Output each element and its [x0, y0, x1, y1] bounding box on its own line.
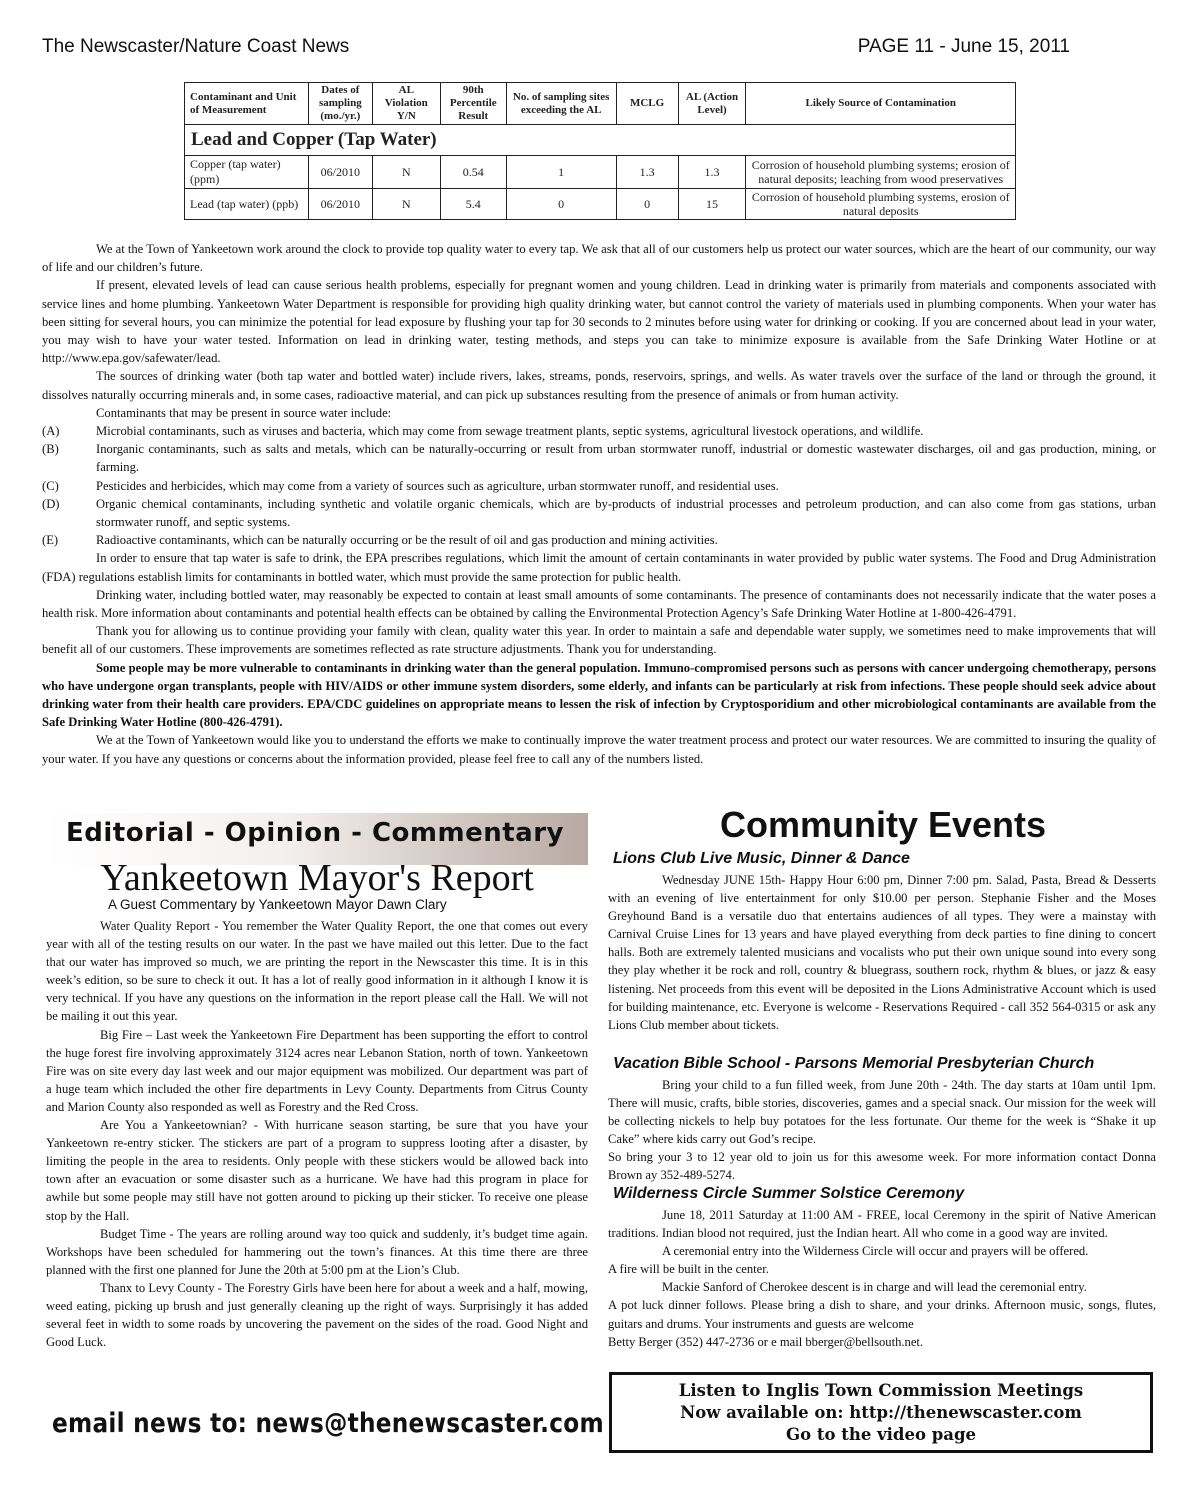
report-paragraph: Contaminants that may be present in source water include:	[96, 405, 392, 420]
mayor-report-body	[46, 917, 588, 1351]
report-paragraph: The sources of drinking water (both tap water and bottled water) include rivers, lakes, streams, ponds, reservoirs, springs, and wells. As water travels over the surface of the land or through the ground, it dissolves naturally occurring minerals and, in some cases, radioactive material, and can pick up substances resulting from the presence of animals or from human activity.	[42, 369, 1156, 402]
table-cell: 0	[506, 189, 616, 220]
table-cell: 06/2010	[308, 156, 372, 189]
report-paragraph: Thank you for allowing us to continue providing your family with clean, quality water this year. In order to maintain a safe and dependable water supply, we sometimes need to make improvements that will benefit all of our customers. These improvements are sometimes reflected as rate structure adjustments. Thank you for understanding.	[42, 624, 1156, 657]
table-row	[185, 189, 1016, 220]
list-marker: (B)	[42, 442, 59, 457]
list-text: Radioactive contaminants, which can be naturally occurring or be the result of oil and gas production and mining activities.	[96, 533, 718, 548]
wilderness-heading: Wilderness Circle Summer Solstice Ceremony	[613, 1185, 965, 1202]
table-section-title: Lead and Copper (Tap Water)	[185, 125, 1016, 156]
table-section-row	[185, 125, 1016, 156]
event-paragraph: So bring your 3 to 12 year old to join us for this awesome week. For more information contact Donna Brown ay 352-489-5274.	[608, 1150, 1156, 1183]
event-paragraph: Bring your child to a fun filled week, from June 20th - 24th. The day starts at 10am until 1pm. There will music, crafts, bible stories, discoveries, games and a special snack. Our mission for the week will be collecting nickels to help buy potatoes for the less fortunate. Our theme for the week is “Shake it up Cake” where kids carry out God’s recipe.	[608, 1078, 1156, 1147]
table-cell: Corrosion of household plumbing systems, erosion of natural deposits	[746, 189, 1016, 220]
report-paragraph: If present, elevated levels of lead can cause serious health problems, especially for pregnant women and young children. Lead in drinking water is primarily from materials and components associated with service lines and home plumbing. Yankeetown Water Department is responsible for providing high quality drinking water, but cannot control the variety of materials used in plumbing components. When your water has been sitting for several hours, you can minimize the potential for lead exposure by flushing your tap for 30 seconds to 2 minutes before using water for drinking or cooking. If you are concerned about lead in your water, you may wish to have your water tested. Information on lead in drinking water, testing methods, and steps you can take to minimize exposure is available from the Safe Drinking Water Hotline or at http://www.epa.gov/safewater/lead.	[42, 278, 1156, 366]
event-paragraph: Mackie Sanford of Cherokee descent is in charge and will lead the ceremonial entry.	[662, 1280, 1087, 1295]
editorial-paragraph: Big Fire – Last week the Yankeetown Fire Department has been supporting the effort to control the huge forest fire involving approximately 3124 acres near Lebanon Station, north of town. Yankeetown Fire was on site every day last week and our major equipment was mobilized. Our department was part of a huge team which included the other fire departments in Levy County. Departments from Citrus County and Marion County also responded as well as Forestry and the Red Cross.	[46, 1027, 588, 1114]
table-cell: 0	[616, 189, 678, 220]
table-cell: Copper (tap water) (ppm)	[185, 156, 309, 189]
water-quality-table	[184, 82, 1016, 220]
list-item	[42, 531, 1156, 549]
page-number-date: PAGE 11 - June 15, 2011	[857, 36, 1070, 57]
listen-line: Go to the video page	[786, 1424, 976, 1444]
lions-club-text-block	[608, 871, 1156, 1034]
event-paragraph: Wednesday JUNE 15th- Happy Hour 6:00 pm, Dinner 7:00 pm. Salad, Pasta, Bread & Desserts with an evening of live entertainment for only $10.00 per person. Stephanie Fisher and the Moses Greyhound Band is a versatile duo that entertains audiences of all types. They were a mainstay with Carnival Cruise Lines for 13 years and have played everything from deck parties to fine dining to concert halls. Both are extremely talented musicians and vocalists who put their own unique sound into every song they play whether it be rock and roll, country & bluegrass, southern rock, rhythm & blues, or jazz & easy listening. Net proceeds from this event will be deposited in the Lions Administrative Account which is used for building maintenance, etc. Everyone is welcome - Reservations Required - call 352 564-0315 or ask any Lions Club member about tickets.	[608, 873, 1156, 1032]
list-item	[42, 495, 1156, 531]
editorial-banner: Editorial - Opinion - Commentary	[66, 818, 564, 848]
list-text: Organic chemical contaminants, including synthetic and volatile organic chemicals, which are by-products of industrial processes and petroleum production, and can also come from gas stations, urban stormwater runoff, and septic systems.	[96, 496, 1156, 530]
wilderness-text-block	[608, 1206, 1156, 1351]
table-cell: 15	[678, 189, 746, 220]
list-marker: (C)	[42, 478, 59, 493]
col-header-mclg: MCLG	[616, 83, 678, 125]
report-paragraph: We at the Town of Yankeetown work around the clock to provide top quality water to every tap. We ask that all of our customers help us protect our water sources, which are the heart of our community, our way of life and our children’s future.	[42, 242, 1156, 275]
col-header-action-level: AL (Action Level)	[678, 83, 746, 125]
table-row	[185, 156, 1016, 189]
table-cell: 06/2010	[308, 189, 372, 220]
list-item	[42, 477, 1156, 495]
vbs-heading: Vacation Bible School - Parsons Memorial Presbyterian Church	[613, 1055, 1095, 1072]
event-paragraph: A fire will be built in the center.	[608, 1262, 769, 1277]
list-marker: (D)	[42, 496, 60, 511]
email-news-banner: email news to: news@thenewscaster.com	[52, 1408, 604, 1439]
event-paragraph: June 18, 2011 Saturday at 11:00 AM - FREE, local Ceremony in the spirit of Native American traditions. Indian blood not required, just the Indian heart. All who come in a good way are invited.	[608, 1208, 1156, 1241]
table-cell: 1.3	[616, 156, 678, 189]
list-item	[42, 440, 1156, 476]
col-header-sites: No. of sampling sites exceeding the AL	[506, 83, 616, 125]
col-header-violation: AL Violation Y/N	[372, 83, 440, 125]
list-item	[42, 422, 1156, 440]
lions-club-heading: Lions Club Live Music, Dinner & Dance	[613, 850, 910, 867]
table-cell: 1.3	[678, 156, 746, 189]
mayor-report-byline: A Guest Commentary by Yankeetown Mayor Dawn Clary	[108, 897, 447, 912]
editorial-paragraph: Are You a Yankeetownian? - With hurricane season starting, be sure that you have your Yankeetown re-entry sticker. The stickers are part of a program to suppress looting after a disaster, by limiting the people in the area to residents. Only people with these stickers would be allowed back into town after an evacuation or some disaster such as a hurricane. We have had this program in place for awhile but some people may still have not gotten around to picking up their sticker. To receive one please stop by the Hall.	[46, 1118, 588, 1223]
table-cell: 5.4	[440, 189, 506, 220]
table-cell: 1	[506, 156, 616, 189]
table-cell: N	[372, 189, 440, 220]
list-text: Microbial contaminants, such as viruses and bacteria, which may come from sewage treatment plants, septic systems, agricultural livestock operations, and wildlife.	[96, 424, 924, 439]
water-report-body	[42, 240, 1156, 768]
list-text: Inorganic contaminants, such as salts and metals, which can be naturally-occurring or result from urban stormwater runoff, industrial or domestic wastewater discharges, oil and gas production, mining, or farming.	[96, 442, 1156, 475]
table-header-row	[185, 83, 1016, 125]
col-header-contaminant: Contaminant and Unit of Measurement	[185, 83, 309, 125]
list-text: Pesticides and herbicides, which may come from a variety of sources such as agriculture, urban stormwater runoff, and residential uses.	[96, 478, 779, 493]
table-cell: Lead (tap water) (ppb)	[185, 189, 309, 220]
list-marker: (E)	[42, 533, 59, 548]
col-header-source: Likely Source of Contamination	[746, 83, 1016, 125]
table-cell: Corrosion of household plumbing systems; erosion of natural deposits; leaching from wood preservatives	[746, 156, 1016, 189]
report-paragraph: Drinking water, including bottled water, may reasonably be expected to contain at least small amounts of some contaminants. The presence of contaminants does not necessarily indicate that the water poses a health risk. More information about contaminants and potential health effects can be obtained by calling the Environmental Protection Agency’s Safe Drinking Water Hotline at 1-800-426-4791.	[42, 587, 1156, 621]
publication-name: The Newscaster/Nature Coast News	[42, 36, 350, 57]
col-header-percentile: 90th Percentile Result	[440, 83, 506, 125]
report-paragraph: We at the Town of Yankeetown would like you to understand the efforts we make to continually improve the water treatment process and protect our water resources. We are committed to insuring the quality of your water. If you have any questions or concerns about the information provided, please feel free to call any of the numbers listed.	[42, 733, 1156, 766]
event-paragraph: Betty Berger (352) 447-2736 or e mail bberger@bellsouth.net.	[608, 1334, 924, 1349]
list-marker: (A)	[42, 424, 60, 439]
report-paragraph: In order to ensure that tap water is safe to drink, the EPA prescribes regulations, which limit the amount of certain contaminants in water provided by public water systems. The Food and Drug Administration (FDA) regulations establish limits for contaminants in bottled water, which must provide the same protection for public health.	[42, 551, 1156, 584]
listen-url-line[interactable]: Now available on: http://thenewscaster.com	[680, 1402, 1082, 1422]
table-cell: 0.54	[440, 156, 506, 189]
event-paragraph: A pot luck dinner follows. Please bring a dish to share, and your drinks. Afternoon music, songs, flutes, guitars and drums. Your instruments and guests are welcome	[608, 1298, 1156, 1331]
event-paragraph: A ceremonial entry into the Wilderness Circle will occur and prayers will be offered.	[662, 1244, 1089, 1259]
community-events-title: Community Events	[719, 804, 1047, 845]
listen-meetings-box	[609, 1372, 1153, 1453]
editorial-paragraph: Water Quality Report - You remember the Water Quality Report, the one that comes out every year with all of the testing results on our water. In the past we have mailed out this letter. Due to the fact that our water has improved so much, we are printing the report in the Newscaster this time. It is in this week’s edition, so be sure to check it out. It has a lot of really good information in it although I know it is very technical. If you have any questions on the information in the report please call the Hall. We will not be mailing it out this year.	[46, 919, 588, 1024]
health-warning-paragraph: Some people may be more vulnerable to contaminants in drinking water than the general population. Immuno-compromised persons such as persons with cancer undergoing chemotherapy, persons who have undergone organ transplants, people with HIV/AIDS or other immune system disorders, some elderly, and infants can be particularly at risk from infections. These people should seek advice about drinking water from their health care providers. EPA/CDC guidelines on appropriate means to lessen the risk of infection by Cryptosporidium and other microbiological contaminants are available from the Safe Drinking Water Hotline (800-426-4791).	[42, 660, 1156, 730]
editorial-paragraph: Budget Time - The years are rolling around way too quick and suddenly, it’s budget time again. Workshops have been scheduled for hammering out the town’s finances. At this time there are three planned with the first one planned for June the 20th at 5:00 pm at the Lion’s Club.	[46, 1226, 588, 1277]
vbs-text-block	[608, 1076, 1156, 1185]
table-cell: N	[372, 156, 440, 189]
mayor-report-title: Yankeetown Mayor's Report	[100, 857, 534, 899]
col-header-dates: Dates of sampling (mo./yr.)	[308, 83, 372, 125]
editorial-paragraph: Thanx to Levy County - The Forestry Girls have been here for about a week and a half, mowing, weed eating, picking up brush and just generally cleaning up the right of ways. Surprisingly it has added several feet in width to some roads by uncovering the pavement on the sides of the road. Good Night and Good Luck.	[46, 1280, 588, 1350]
listen-line: Listen to Inglis Town Commission Meetings	[678, 1380, 1084, 1400]
